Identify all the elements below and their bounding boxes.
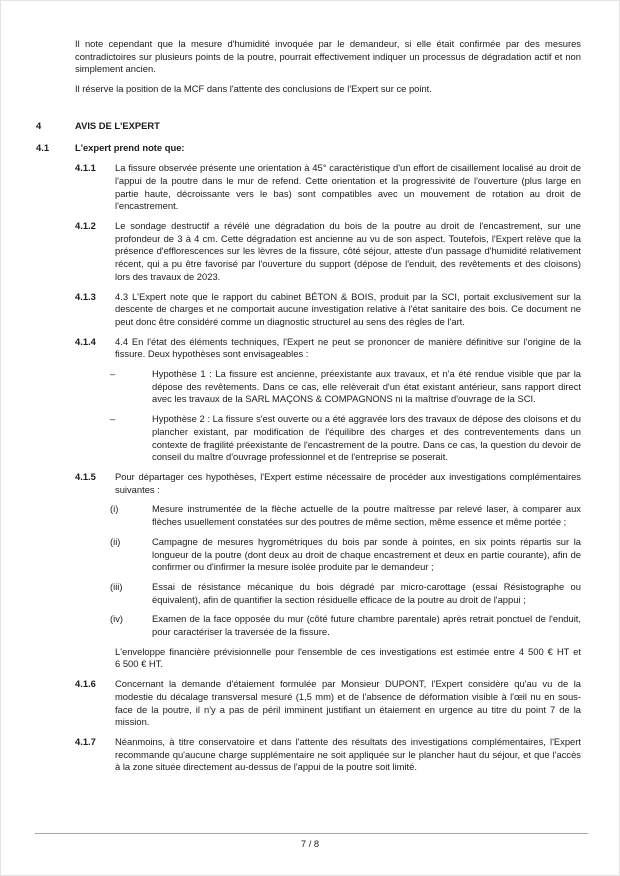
roman-numeral-marker: (iii) bbox=[110, 580, 123, 592]
clause-number: 4.1.7 bbox=[75, 735, 96, 747]
investigation-text: Examen de la face opposée du mur (côté future chambre parentale) après retrait ponctuel de l'enduit, pour caractériser la traversée de la fissure. bbox=[152, 613, 581, 638]
clause-text: La fissure observée présente une orientation à 45° caractéristique d'un effort de cisaillement localisé au droit de l'appui de la poutre dans le mur de refend. Cette orientation et la progressivité de l'ouverture (plus large en partie haute, décroissante vers le bas) sont compatibles avec un mouvement de rotation au droit de l'encastrement. bbox=[115, 162, 581, 212]
clause-text: Néanmoins, à titre conservatoire et dans l'attente des résultats des investigations complémentaires, l'Expert recommande qu'aucune charge supplémentaire ne soit appliquée sur le plancher haut du séjour, et que l'accès à la zone située directement au-dessus de l'appui de la poutre soit limité. bbox=[115, 735, 581, 773]
dash-marker: – bbox=[110, 413, 116, 425]
clause-text: Le sondage destructif a révélé une dégradation du bois de la poutre au droit de l'encastrement, sur une profondeur de 3 à 4 cm. Cette dégradation est ancienne au vu de son aspect. Toutefois, l'Expert relève que la présence d'efflorescences sur les lèvres de la fissure, côté séjour, atteste d'un passage d'humidité relativement récent, qui a pu être favorisé par l'ouverture du support (dépose de l'enduit, des revêtements et des cloisons) lors des travaux de 2023. bbox=[115, 220, 581, 282]
intro-paragraph-1: Il note cependant que la mesure d'humidité invoquée par le demandeur, si elle était confirmée par des mesures contradictoires sur plusieurs points de la poutre, pourrait effectivement indiquer un processus de dégradation actif et non simplement ancien. bbox=[75, 38, 581, 75]
clause-4-1-5 bbox=[36, 471, 581, 496]
clause-text: 4.3 L'Expert note que le rapport du cabinet BÉTON & BOIS, produit par la SCI, portait exclusivement sur la descente de charges et ne comportait aucune investigation relative à l'état sanitaire des bois. Ce document ne peut donc être considéré comme un diagnostic structurel au sens des règles de l'art. bbox=[115, 290, 581, 327]
subsection-heading bbox=[36, 142, 581, 155]
clause-4-1-4 bbox=[36, 336, 581, 361]
roman-numeral-marker: (i) bbox=[110, 503, 119, 515]
clause-text: 4.4 En l'état des éléments techniques, l'Expert ne peut se prononcer de manière définitive sur l'origine de la fissure. Deux hypothèses sont envisageables : bbox=[115, 335, 581, 360]
clause-4-1-6 bbox=[36, 678, 581, 729]
clause-text: Pour départager ces hypothèses, l'Expert estime nécessaire de procéder aux investigations complémentaires suivantes : bbox=[115, 470, 581, 495]
clause-4-1-1 bbox=[36, 162, 581, 213]
investigation-item-ii bbox=[36, 536, 581, 574]
investigation-text: Campagne de mesures hygrométriques du bois par sonde à pointes, en six points répartis sur la longueur de la poutre (dont deux au droit de chaque encastrement et deux en partie courante), afin de confirmer ou d'infirmer la mesure isolée produite par le demandeur ; bbox=[152, 535, 581, 573]
hypothesis-text: Hypothèse 1 : La fissure est ancienne, préexistante aux travaux, et n'a été rendue visible que par la dépose des revêtements. Dans ce cas, elle relèverait d'un état existant antérieur, sans rapport direct avec les travaux de la SARL MAÇONS & COMPAGNONS ni la maîtrise d'ouvrage de la SCI. bbox=[152, 368, 581, 405]
hypothesis-item-2 bbox=[36, 413, 581, 464]
investigation-text: Essai de résistance mécanique du bois dégradé par micro-carottage (essai Résistographe ou équivalent), afin de quantifier la section résiduelle efficace de la poutre au droit de l'appui ; bbox=[152, 580, 581, 605]
investigation-text: Mesure instrumentée de la flèche actuelle de la poutre maîtresse par relevé laser, à comparer aux flèches usuellement constatées sur des poutres de même section, même essence et même portée ; bbox=[152, 503, 581, 528]
subsection-title: L'expert prend note que: bbox=[75, 141, 185, 153]
clause-number: 4.1.1 bbox=[75, 162, 96, 174]
hypothesis-text: Hypothèse 2 : La fissure s'est ouverte ou a été aggravée lors des travaux de dépose des cloisons et du plancher existant, par modification de l'équilibre des charges et des contreventements dans un contexte de fragilité préexistante de l'encastrement de la poutre. Dans ce cas, la question du devoir de conseil du maître d'ouvrage professionnel et de l'entreprise se poserait. bbox=[152, 413, 581, 463]
roman-numeral-marker: (iv) bbox=[110, 613, 124, 625]
hypothesis-item-1 bbox=[36, 368, 581, 406]
clause-text: Concernant la demande d'étaiement formulée par Monsieur DUPONT, l'Expert considère qu'au vu de la modestie du décalage transversal mesuré (1,5 mm) et de l'absence de déformation visible à l'œil nu en sous-face de la poutre, il n'y a pas de péril imminent justifiant un étaiement en urgence au titre du point 7 de la mission. bbox=[115, 678, 581, 728]
intro-paragraph-2: Il réserve la position de la MCF dans l'attente des conclusions de l'Expert sur ce point. bbox=[75, 83, 432, 95]
dash-marker: – bbox=[110, 368, 116, 380]
investigation-item-i bbox=[36, 503, 581, 528]
subsection-number: 4.1 bbox=[36, 141, 50, 153]
investigation-item-iii bbox=[36, 581, 581, 606]
roman-numeral-marker: (ii) bbox=[110, 535, 121, 547]
clause-number: 4.1.2 bbox=[75, 220, 96, 232]
clause-4-1-2 bbox=[36, 220, 581, 284]
clause-number: 4.1.3 bbox=[75, 290, 96, 302]
section-number: 4 bbox=[36, 119, 42, 131]
clause-4-1-7 bbox=[36, 736, 581, 774]
page-number: 7 / 8 bbox=[300, 838, 320, 849]
clause-number: 4.1.6 bbox=[75, 678, 96, 690]
section-title: AVIS DE L'EXPERT bbox=[75, 119, 160, 131]
clause-4-1-3 bbox=[36, 291, 581, 329]
investigation-item-iv bbox=[36, 613, 581, 638]
budget-paragraph: L'enveloppe financière prévisionnelle pour l'ensemble de ces investigations est estimée entre 4 500 € HT et 6 500 € HT. bbox=[115, 645, 581, 670]
clause-number: 4.1.5 bbox=[75, 470, 96, 482]
clause-number: 4.1.4 bbox=[75, 335, 96, 347]
footer-divider bbox=[35, 833, 588, 834]
section-heading bbox=[36, 120, 581, 133]
